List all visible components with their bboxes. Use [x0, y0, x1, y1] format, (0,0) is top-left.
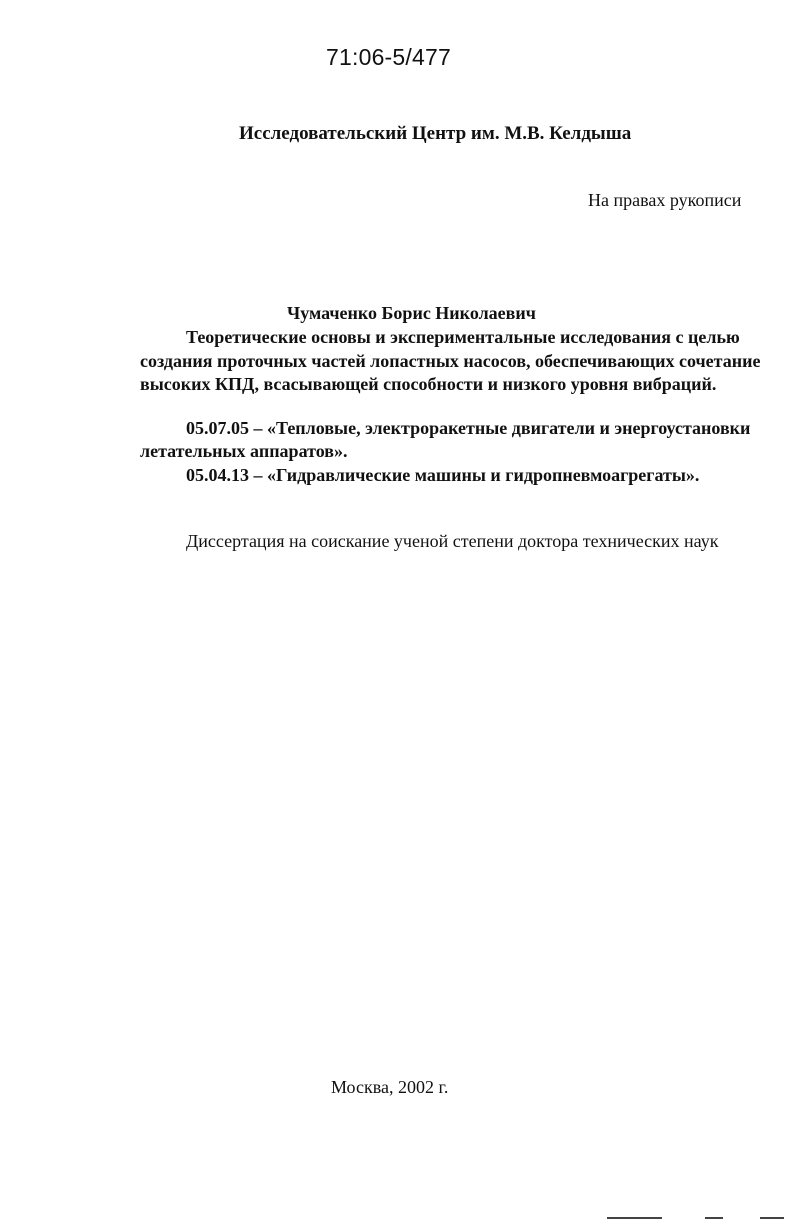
title-line: Теоретические основы и экспериментальные исследования с целью	[186, 327, 740, 347]
institution-name: Исследовательский Центр им. М.В. Келдыша	[239, 123, 632, 144]
scan-artifact	[607, 1217, 662, 1219]
title-line: высоких КПД, всасывающей способности и низкого уровня вибраций.	[140, 374, 717, 394]
scan-artifact	[760, 1217, 784, 1219]
author-name: Чумаченко Борис Николаевич	[287, 303, 536, 323]
dissertation-statement: Диссертация на соискание ученой степени доктора технических наук	[186, 531, 719, 551]
specialty-line: летательных аппаратов».	[140, 441, 348, 461]
manuscript-note: На правах рукописи	[588, 190, 742, 210]
scan-artifact	[705, 1217, 723, 1219]
catalog-number: 71:06-5/477	[326, 44, 451, 70]
specialty-line: 05.07.05 – «Тепловые, электроракетные двигатели и энергоустановки	[186, 418, 751, 438]
title-line: создания проточных частей лопастных насосов, обеспечивающих сочетание	[140, 351, 761, 371]
specialty-line: 05.04.13 – «Гидравлические машины и гидропневмоагрегаты».	[186, 465, 700, 485]
place-and-year: Москва, 2002 г.	[331, 1077, 449, 1097]
